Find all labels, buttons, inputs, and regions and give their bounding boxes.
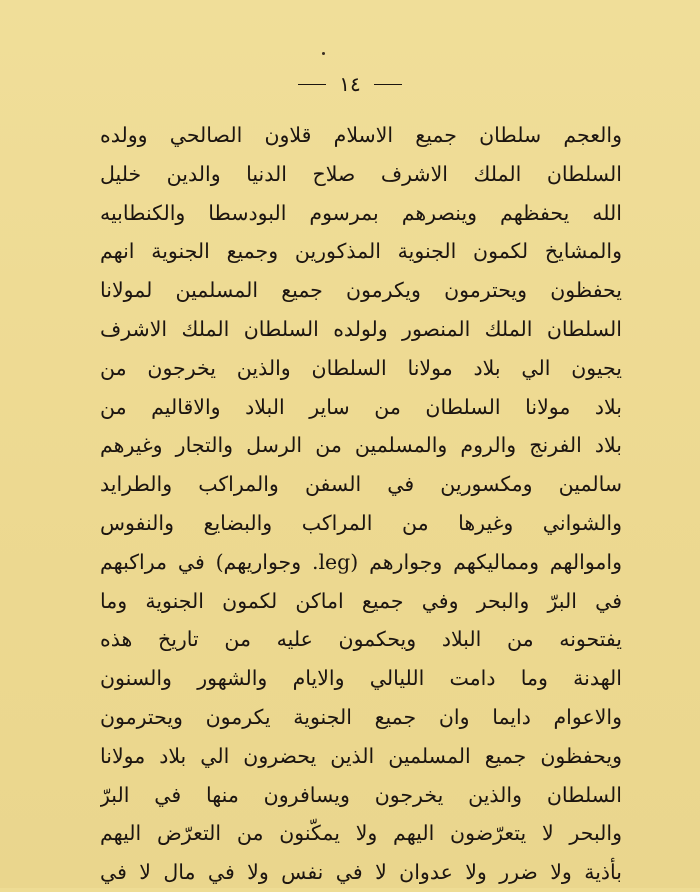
text-line: ويحفظون جميع المسلمين الذين يحضرون الي بلاد مولانا bbox=[100, 743, 622, 768]
text-line: والبحر لا يتعرّضون اليهم ولا يمكّنون من التعرّض اليهم bbox=[100, 821, 622, 846]
text-line: يجيون الي بلاد مولانا السلطان والذين يخرجون من bbox=[100, 355, 622, 380]
text-line: واموالهم ومماليكهم وجوارهم (leg. وجواريهم) في مراكبهم bbox=[100, 549, 622, 574]
text-body bbox=[100, 116, 622, 892]
text-line: والاعوام دايما وان جميع الجنوية يكرمون ويحترمون bbox=[100, 704, 622, 729]
header-dash-right bbox=[374, 84, 402, 85]
page-header bbox=[0, 72, 700, 96]
text-line: والعجم سلطان جميع الاسلام قلاون الصالحي وولده bbox=[100, 123, 622, 147]
text-line: والمشايخ لكمون الجنوية المذكورين وجميع الجنوية انهم bbox=[100, 239, 622, 264]
text-line: بلاد الفرنج والروم والمسلمين من الرسل والتجار وغيرهم bbox=[100, 433, 622, 458]
text-line: الله يحفظهم وينصرهم بمرسوم البودسطا والكنطابيه bbox=[100, 200, 622, 225]
text-line: يحفظون ويحترمون ويكرمون جميع المسلمين لمولانا bbox=[100, 278, 622, 303]
text-line: والشواني وغيرها من المراكب والبضايع والنفوس bbox=[100, 510, 622, 535]
text-line: الهدنة وما دامت الليالي والايام والشهور والسنون bbox=[100, 666, 622, 691]
text-line: السلطان الملك الاشرف صلاح الدنيا والدين خليل bbox=[100, 161, 622, 186]
page-number: ١٤ bbox=[339, 72, 361, 96]
text-line: بأذية ولا ضرر ولا عدوان لا في نفس ولا في مال لا في bbox=[100, 860, 622, 885]
ink-dot bbox=[322, 52, 325, 55]
text-line: السلطان والذين يخرجون ويسافرون منها في البرّ bbox=[100, 782, 622, 807]
text-line: في البرّ والبحر وفي جميع اماكن لكمون الجنوية وما bbox=[100, 588, 622, 613]
text-line: يفتحونه من البلاد ويحكمون عليه من تاريخ هذه bbox=[100, 627, 622, 652]
text-line: بلاد مولانا السلطان من ساير البلاد والاقاليم من bbox=[100, 394, 622, 419]
text-line: سالمين ومكسورين في السفن والمراكب والطرايد bbox=[100, 472, 622, 497]
header-dash-left bbox=[298, 84, 326, 85]
text-line: السلطان الملك المنصور ولولده السلطان الملك الاشرف bbox=[100, 316, 622, 341]
